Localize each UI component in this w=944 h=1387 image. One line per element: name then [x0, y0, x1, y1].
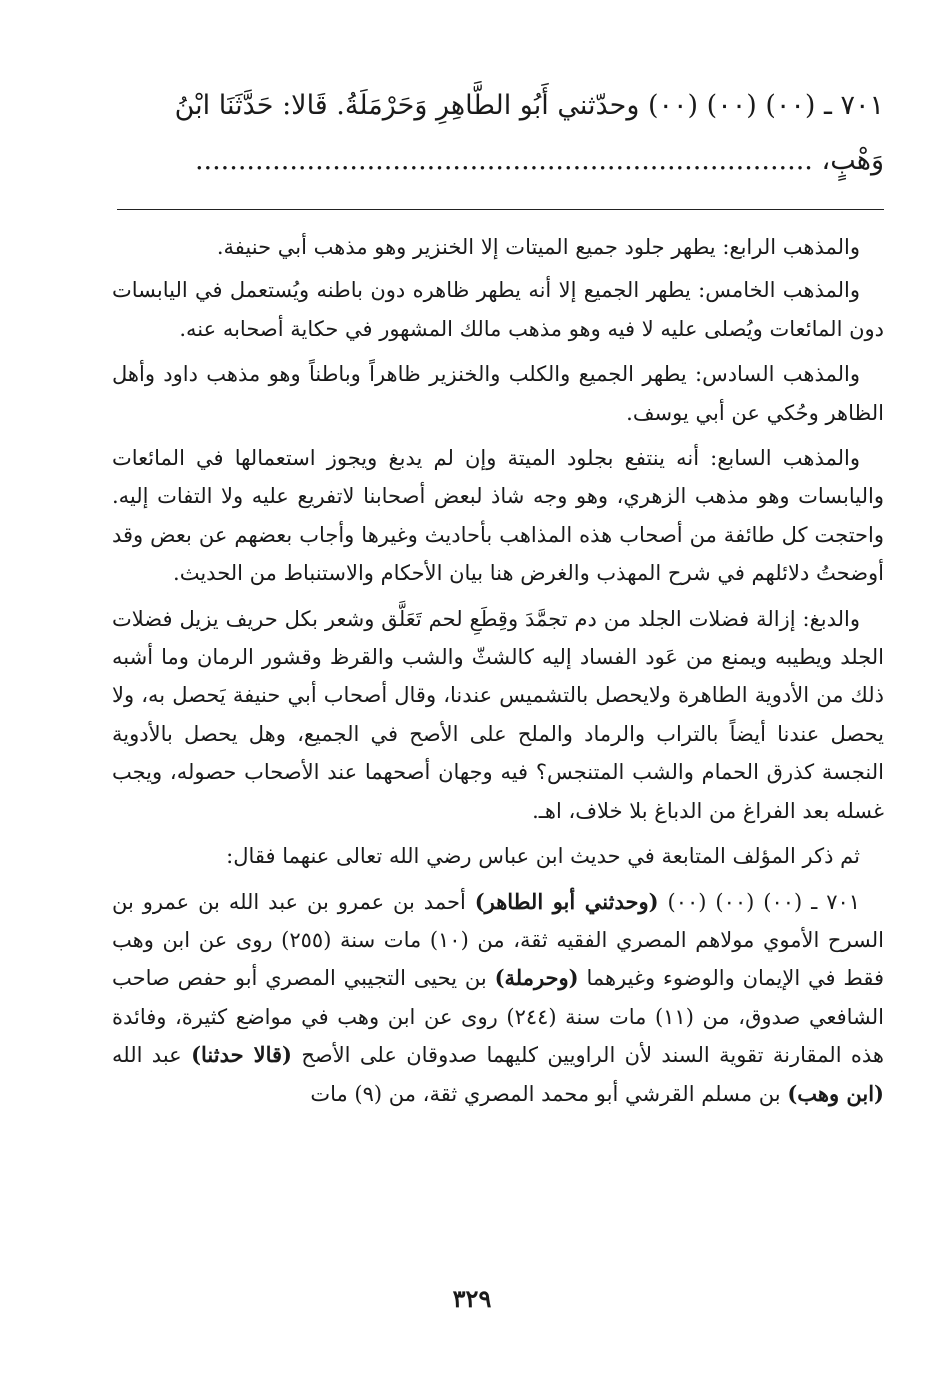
narrator-text-2: بن يحيى التجيبي المصري أبو حفص صاحب الشافعي صدوق، من (١١) مات سنة (٢٤٤) روى عن ابن وهب في مواضع كثيرة، وفائدة هذه المقارنة تقوية السند لأن الراويين كليهما صدوقان على الأصح: [112, 966, 884, 1068]
quoted-phrase-abu-tahir: (وحدثني أبو الطاهر): [474, 888, 659, 914]
commentary-paragraph-seventh-school: والمذهب السابع: أنه ينتفع بجلود الميتة وإن لم يدبغ ويجوز استعمالها في المائعات واليابسات وهو مذهب الزهري، وهو وجه شاذ لبعض أصحابنا لاتفريع عليه ولا التفات إليه. واحتجت كل طائفة من أصحاب هذه المذاهب بأحاديث وغيرها وأجاب بعضهم عن بعض وقد أوضحتُ دلائلهم في شرح المهذب والغرض هنا بيان الأحكام والاستنباط من الحديث.: [112, 446, 884, 586]
hadith-ellipsis: ........................................................................: [194, 145, 813, 176]
commentary-block: [112, 228, 884, 1120]
commentary-paragraph-tanning: والدبغ: إزالة فضلات الجلد من دم تجمَّدَ وقِطَعِ لحم تَعَلَّق وشعر بكل حريف يزيل فضلات الجلد ويطيبه ويمنع من عَود الفساد إليه كالشثّ والشب والقرظ وقشور الرمان وما أشبه ذلك من الأدوية الطاهرة ولايحصل بالتشميس عندنا، وقال أصحاب أبي حنيفة يَحصل به، ولا يحصل عندنا أيضاً بالتراب والرماد والملح على الأصح في الجميع، وهل يحصل بالأدوية النجسة كذرق الحمام والشب المتنجس؟ فيه وجهان أصحهما عند الأصحاب حصوله، ويجب غسله بعد الفراغ من الدباغ بلا خلاف، اهـ.: [112, 606, 884, 823]
hadith-line-2: [112, 133, 884, 188]
commentary-paragraph-fifth-school: والمذهب الخامس: يطهر الجميع إلا أنه يطهر ظاهره دون باطنه ويُستعمل في اليابسات دون المائعات ويُصلى عليه لا فيه وهو مذهب مالك المشهور في حكاية أصحابه عنه.: [112, 278, 884, 341]
commentary-paragraph-fourth-school: والمذهب الرابع: يطهر جلود جميع الميتات إلا الخنزير وهو مذهب أبي حنيفة.: [216, 235, 860, 259]
narrator-text-3: عبد الله: [112, 1043, 192, 1068]
quoted-phrase-qala-haddathana: (قالا حدثنا): [191, 1042, 292, 1068]
hadith-line-1: ٧٠١ ـ (٠٠) (٠٠) (٠٠) وحدّثني أَبُو الطَّاهِرِ وَحَرْمَلَةُ. قَالا: حَدَّثَنَا ابْنُ: [174, 90, 884, 121]
quoted-phrase-harmala: (وحرملة): [494, 965, 579, 991]
quoted-phrase-ibn-wahb: (ابن وهب): [787, 1080, 884, 1106]
hadith-text: [112, 78, 884, 188]
narrator-text-1: أحمد بن عمرو بن عبد الله بن عمرو بن السرح الأموي مولاهم المصري الفقيه ثقة، من (١٠) مات سنة (٢٥٥) روى عن ابن وهب فقط في الإيمان والوضوء وغيرهما: [112, 889, 884, 991]
commentary-paragraph-narrators: [112, 883, 884, 1113]
narrator-text-4: بن مسلم القرشي أبو محمد المصري ثقة، من (٩) مات: [310, 1081, 788, 1106]
commentary-paragraph-transition: ثم ذكر المؤلف المتابعة في حديث ابن عباس رضي الله تعالى عنهما فقال:: [226, 844, 860, 869]
hadith-narrator-word: وَهْبٍ،: [821, 145, 884, 176]
section-divider: [117, 209, 884, 210]
commentary-paragraph-sixth-school: والمذهب السادس: يطهر الجميع والكلب والخنزير ظاهراً وباطناً وهو مذهب داود وأهل الظاهر وحُكي عن أبي يوسف.: [112, 362, 884, 425]
narrator-hadith-number: ٧٠١ ـ (٠٠) (٠٠) (٠٠): [658, 889, 861, 914]
page-number: ٣٢٩: [452, 1284, 492, 1313]
